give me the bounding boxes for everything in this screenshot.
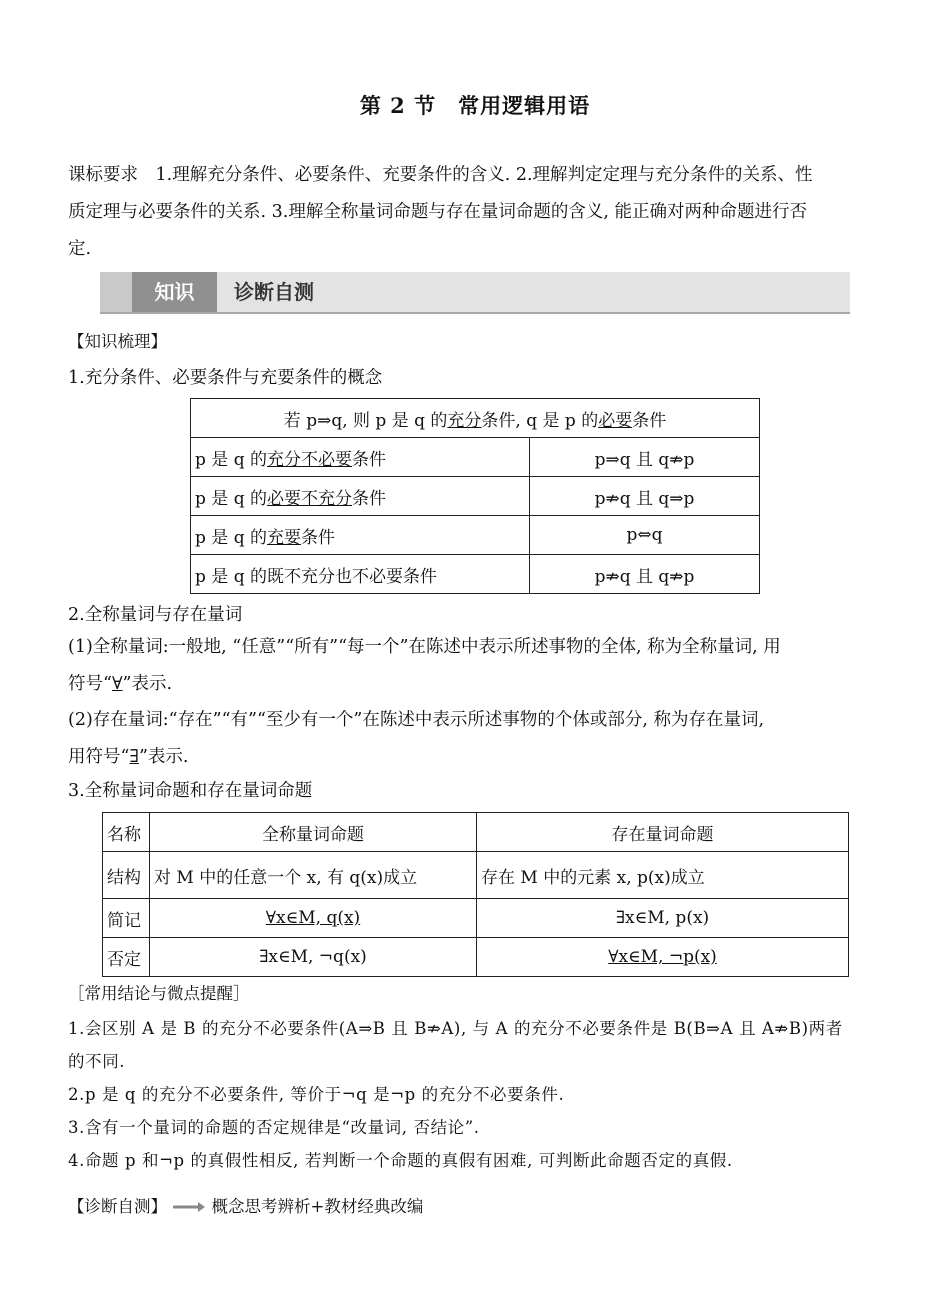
underlined-term: 必要 (598, 410, 633, 431)
syllabus-line-2: 质定理与必要条件的关系. 3.理解全称量词命题与存在量词命题的含义, 能正确对两种命题进行否 (68, 202, 807, 222)
table-cell: 名称 (103, 813, 150, 852)
underlined-term: 充分 (447, 410, 482, 431)
table-cell (191, 555, 530, 594)
table-row (103, 899, 849, 938)
sec1-heading: 1.充分条件、必要条件与充要条件的概念 (68, 368, 383, 388)
exists-symbol: ∃ (129, 747, 139, 767)
text-fragment: 用符号“ (68, 747, 130, 767)
diagnosis-subtitle: 概念思考辨析+教材经典改编 (211, 1197, 424, 1216)
page-title: 第 2 节 常用逻辑用语 (359, 93, 591, 118)
table-row (103, 938, 849, 977)
list-item: 的不同. (68, 1052, 126, 1071)
table-cell: 对 M 中的任意一个 x, 有 q(x)成立 (150, 852, 477, 899)
forall-symbol: ∀ (111, 674, 123, 694)
text-line (68, 739, 883, 776)
text-line: (1)全称量词:一般地, “任意”“所有”“每一个”在陈述中表示所述事物的全体, 称为全称量词, 用 (68, 637, 781, 657)
list-item: 2.p 是 q 的充分不必要条件, 等价于¬q 是¬p 的充分不必要条件. (68, 1085, 565, 1104)
table-cell: 否定 (103, 938, 150, 977)
table-cell: 存在 M 中的元素 x, p(x)成立 (477, 852, 849, 899)
syllabus (68, 157, 883, 268)
table-cell (191, 516, 530, 555)
banner-stripe (100, 272, 132, 312)
diagnosis-label: 【诊断自测】 (68, 1197, 167, 1216)
text-line: (2)存在量词:“存在”“有”“至少有一个”在陈述中表示所述事物的个体或部分, 称为存在量词, (68, 710, 765, 730)
table-cell (191, 399, 760, 438)
list-item: 1.会区别 A 是 B 的充分不必要条件(A⇒B 且 B⇏A), 与 A 的充分不必要条件是 B(B⇒A 且 A⇏B)两者 (68, 1019, 843, 1038)
cell-text: 条件 (351, 488, 386, 509)
table-cell: ∀x∈M, ¬p(x) (477, 938, 849, 977)
cell-text: 条件 (632, 410, 667, 431)
cell-text: p 是 q 的 (195, 527, 267, 548)
table-cell: ∀x∈M, q(x) (150, 899, 477, 938)
table-row (191, 516, 760, 555)
table-cell: p⇔q (530, 516, 760, 555)
text-line (68, 666, 883, 703)
syllabus-line-3: 定. (68, 239, 92, 259)
underlined-term: 充分不必要 (266, 449, 352, 470)
table-cell: ∃x∈M, ¬q(x) (150, 938, 477, 977)
table-row (191, 477, 760, 516)
cell-text: 若 p⇒q, 则 p 是 q 的 (283, 410, 448, 431)
cell-text: p 是 q 的 (195, 449, 267, 470)
sec3-heading: 3.全称量词命题和存在量词命题 (68, 781, 313, 801)
table-row (103, 852, 849, 899)
table-cell: 存在量词命题 (477, 813, 849, 852)
table-row (191, 438, 760, 477)
section-banner (100, 272, 850, 314)
text-fragment: ”表示. (122, 674, 173, 694)
table-cell: p⇒q 且 q⇏p (530, 438, 760, 477)
cell-text: 条件, q 是 p 的 (481, 410, 599, 431)
cell-text: 条件 (351, 449, 386, 470)
list-item: 4.命题 p 和¬p 的真假性相反, 若判断一个命题的真假有困难, 可判断此命题否定的真假. (68, 1151, 733, 1170)
table-row (191, 555, 760, 594)
text-fragment: ”表示. (138, 747, 189, 767)
table-cell: 结构 (103, 852, 150, 899)
concept-table (190, 398, 760, 594)
table-cell: 简记 (103, 899, 150, 938)
diagnosis-heading (68, 1193, 423, 1217)
arrow-right-icon (172, 1198, 206, 1217)
table-cell (191, 438, 530, 477)
tips-list (68, 1012, 883, 1177)
text-fragment: 符号“ (68, 674, 112, 694)
underlined-term: 充要 (266, 527, 301, 548)
sec2-paragraph-2 (68, 702, 883, 776)
cell-text: 条件 (300, 527, 335, 548)
cell-text: p 是 q 的既不充分也不必要条件 (195, 566, 437, 587)
tips-heading: ［常用结论与微点提醒］ (68, 984, 250, 1003)
quantifier-table (102, 812, 849, 977)
banner-right-label: 诊断自测 (234, 280, 314, 304)
list-item: 3.含有一个量词的命题的否定规律是“改量词, 否结论”. (68, 1118, 480, 1137)
table-row (103, 813, 849, 852)
table-row (191, 399, 760, 438)
sec2-paragraph-1 (68, 629, 883, 703)
syllabus-line-1: 课标要求 1.理解充分条件、必要条件、充要条件的含义. 2.理解判定定理与充分条件的关系、性 (68, 165, 813, 185)
sec2-heading: 2.全称量词与存在量词 (68, 605, 243, 625)
cell-text: p 是 q 的 (195, 488, 267, 509)
table-cell (191, 477, 530, 516)
table-cell: p⇏q 且 q⇒p (530, 477, 760, 516)
banner-left-label: 知识 (132, 272, 217, 312)
underlined-term: 必要不充分 (266, 488, 352, 509)
knowledge-heading: 【知识梳理】 (68, 332, 167, 351)
table-cell: p⇏q 且 q⇏p (530, 555, 760, 594)
table-cell: ∃x∈M, p(x) (477, 899, 849, 938)
table-cell: 全称量词命题 (150, 813, 477, 852)
